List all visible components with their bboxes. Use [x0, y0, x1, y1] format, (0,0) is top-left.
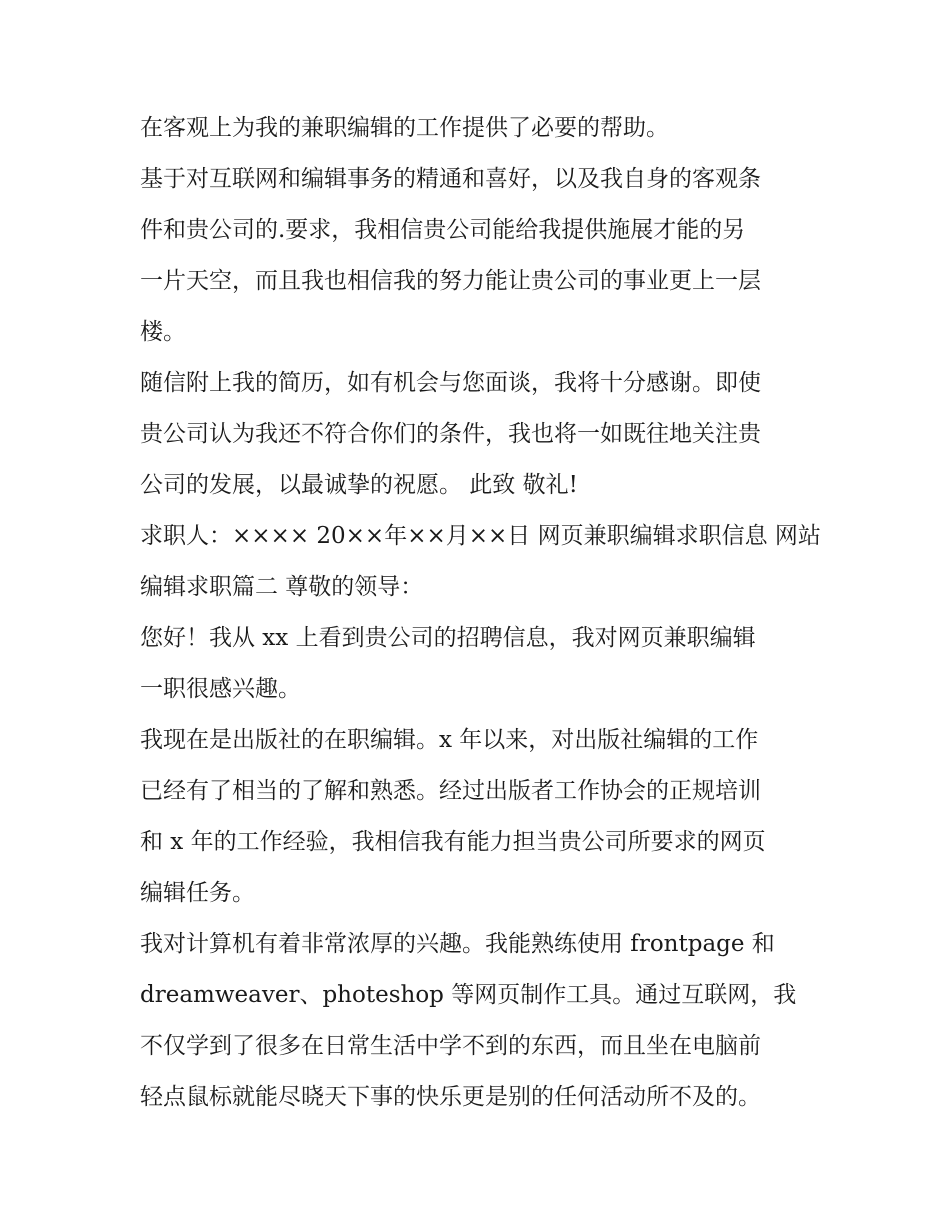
- text-line: dreamweaver、photeshop 等网页制作工具。通过互联网，我: [140, 982, 797, 1008]
- text-line: 您好！我从 xx 上看到贵公司的招聘信息，我对网页兼职编辑: [140, 625, 756, 651]
- paragraph: [140, 613, 820, 715]
- text-line: 轻点鼠标就能尽晓天下事的快乐更是别的任何活动所不及的。: [140, 1084, 761, 1110]
- text-line: 不仅学到了很多在日常生活中学不到的东西，而且坐在电脑前: [140, 1033, 761, 1059]
- paragraph: [140, 103, 820, 154]
- text-line: 在客观上为我的兼职编辑的工作提供了必要的帮助。: [140, 115, 669, 141]
- text-line: 一职很感兴趣。: [140, 676, 301, 702]
- text-line: 随信附上我的简历，如有机会与您面谈，我将十分感谢。即使: [140, 370, 761, 396]
- text-line: 和 x 年的工作经验，我相信我有能力担当贵公司所要求的网页: [140, 829, 766, 855]
- text-line: 已经有了相当的了解和熟悉。经过出版者工作协会的正规培训: [140, 778, 761, 804]
- text-line: 我对计算机有着非常浓厚的兴趣。我能熟练使用 frontpage 和: [140, 931, 775, 957]
- text-line: 编辑任务。: [140, 880, 255, 906]
- text-line: 公司的发展，以最诚挚的祝愿。 此致 敬礼!: [140, 472, 578, 498]
- text-line: 件和贵公司的.要求，我相信贵公司能给我提供施展才能的另: [140, 217, 746, 243]
- text-line: 基于对互联网和编辑事务的精通和喜好，以及我自身的客观条: [140, 166, 761, 192]
- text-line: 贵公司认为我还不符合你们的条件，我也将一如既往地关注贵: [140, 421, 761, 447]
- text-line: 我现在是出版社的在职编辑。x 年以来，对出版社编辑的工作: [140, 727, 759, 753]
- paragraph: [140, 919, 820, 1123]
- paragraph: [140, 511, 820, 613]
- paragraph: [140, 154, 820, 358]
- text-line: 编辑求职篇二 尊敬的领导：: [140, 574, 424, 600]
- paragraph: [140, 715, 820, 919]
- paragraph: [140, 358, 820, 511]
- text-line: 求职人：×××× 20××年××月××日 网页兼职编辑求职信息 网站: [140, 523, 821, 549]
- text-line: 一片天空，而且我也相信我的努力能让贵公司的事业更上一层: [140, 268, 761, 294]
- document-body: [140, 103, 820, 1123]
- text-line: 楼。: [140, 319, 186, 345]
